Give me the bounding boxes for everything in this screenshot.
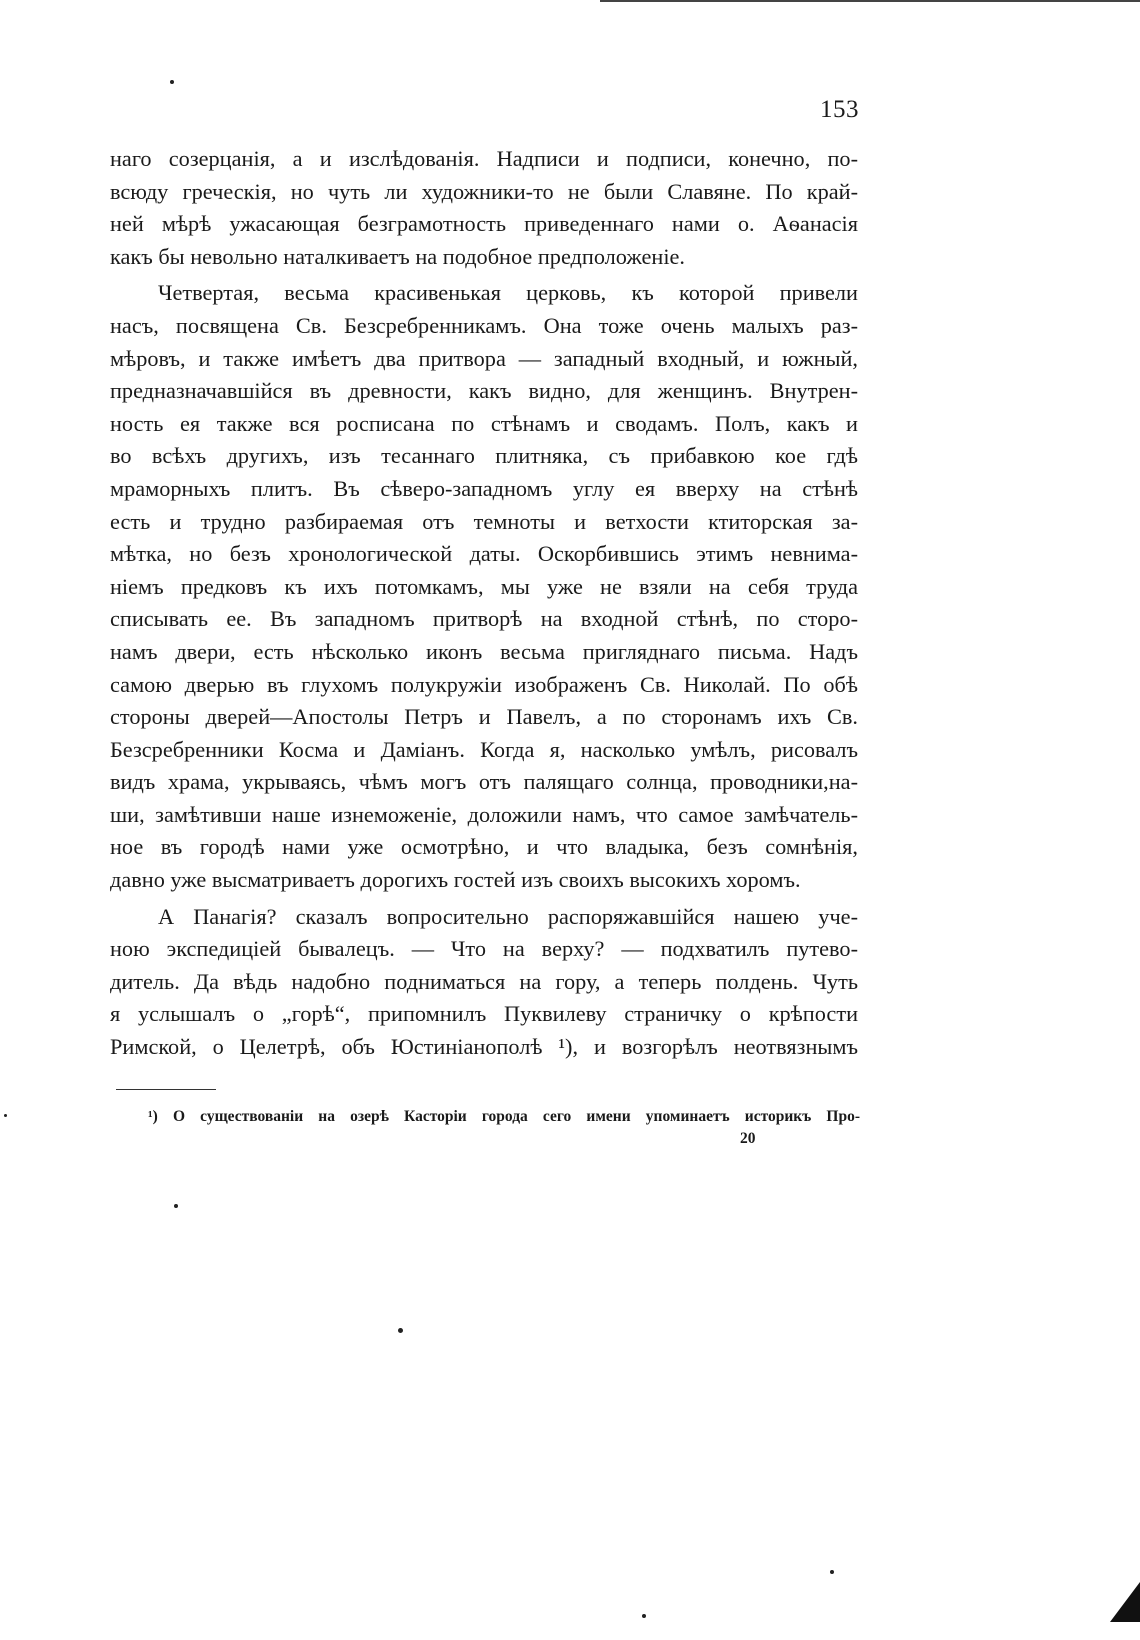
scan-corner-mark — [1110, 1582, 1140, 1622]
text-line-16: намъ двери, есть нѣсколько иконъ весьма пригляднаго письма. Надъ — [110, 638, 858, 664]
text-line-6: насъ, посвящена Св. Безсребренникамъ. Она тоже очень малыхъ раз- — [110, 312, 858, 338]
text-line-11: мраморныхъ плитъ. Въ сѣверо-западномъ углу ея вверху на стѣнѣ — [110, 475, 858, 501]
scan-speck — [170, 80, 174, 84]
text-line-1: наго созерцанія, а и изслѣдованія. Надписи и подписи, конечно, по- — [110, 146, 858, 171]
page-number: 153 — [820, 96, 859, 123]
scan-speck — [4, 1114, 7, 1117]
scan-speck — [830, 1570, 834, 1574]
text-line-18: стороны дверей—Апостолы Петръ и Павелъ, а по сторонамъ ихъ Св. — [110, 704, 858, 730]
text-line-17: самою дверью въ глухомъ полукружіи изображенъ Св. Николай. По обѣ — [110, 671, 858, 697]
scan-speck — [398, 1328, 403, 1333]
text-line-8: предназначавшійся въ древности, какъ видно, для женщинъ. Внутрен- — [110, 378, 858, 404]
text-line-19: Безсребренники Косма и Даміанъ. Когда я, насколько умѣлъ, рисовалъ — [110, 736, 858, 762]
footnote-rule — [116, 1089, 216, 1090]
text-line-27: я услышалъ о „горѣ“, припомнилъ Пуквилеву страничку о крѣпости — [110, 1001, 858, 1027]
text-line-9: ность ея также вся росписана по стѣнамъ и сводамъ. Полъ, какъ и — [110, 410, 858, 436]
text-line-7: мѣровъ, и также имѣетъ два притвора — западный входный, и южный, — [110, 345, 858, 371]
body-text — [110, 143, 858, 1064]
text-line-20: видъ храма, укрываясь, чѣмъ могъ отъ палящаго солнца, проводники,на- — [110, 769, 858, 795]
text-line-5: Четвертая, весьма красивенькая церковь, къ которой привели — [158, 280, 858, 306]
text-line-12: есть и трудно разбираемая отъ темноты и ветхости ктиторская за- — [110, 508, 858, 534]
text-line-26: дитель. Да вѣдь надобно подниматься на гору, а теперь полдень. Чуть — [110, 968, 858, 994]
text-line-2: всюду греческія, но чуть ли художники-то не были Славяне. По край- — [110, 178, 858, 204]
text-line-28: Римской, о Целетрѣ, объ Юстиніанополѣ ¹), и возгорѣлъ неотвязнымъ — [110, 1034, 858, 1060]
scan-speck — [642, 1614, 646, 1618]
signature-mark: 20 — [740, 1130, 756, 1147]
text-line-25: ною экспедиціей бывалецъ. — Что на верху? — подхватилъ путево- — [110, 936, 858, 962]
text-line-10: во всѣхъ другихъ, изъ тесаннаго плитняка, съ прибавкою кое гдѣ — [110, 443, 858, 469]
text-line-21: ши, замѣтивши наше изнеможеніе, доложили намъ, что самое замѣчатель- — [110, 801, 858, 827]
text-line-3: ней мѣрѣ ужасающая безграмотность приведеннаго нами о. Аѳанасія — [110, 211, 858, 237]
text-line-13: мѣтка, но безъ хронологической даты. Оскорбившись этимъ невнима- — [110, 541, 858, 567]
scan-speck — [174, 1204, 178, 1208]
text-line-24: А Панагія? сказалъ вопросительно распоряжавшійся нашею уче- — [158, 903, 858, 929]
text-line-4: какъ бы невольно наталкиваетъ на подобное предположеніе. — [110, 243, 686, 269]
text-line-15: списывать ее. Въ западномъ притворѣ на входной стѣнѣ, по сторо- — [110, 606, 858, 632]
text-line-23: давно уже высматриваетъ дорогихъ гостей изъ своихъ высокихъ хоромъ. — [110, 867, 801, 893]
footnote-text: ¹) О существованіи на озерѣ Касторіи города сего имени упоминаетъ историкъ Про- — [148, 1108, 860, 1125]
text-line-22: ное въ городѣ нами уже осмотрѣно, и что владыка, безъ сомнѣнія, — [110, 834, 858, 860]
text-line-14: ніемъ предковъ къ ихъ потомкамъ, мы уже не взяли на себя труда — [110, 573, 858, 599]
top-edge-rule — [600, 0, 1140, 5]
